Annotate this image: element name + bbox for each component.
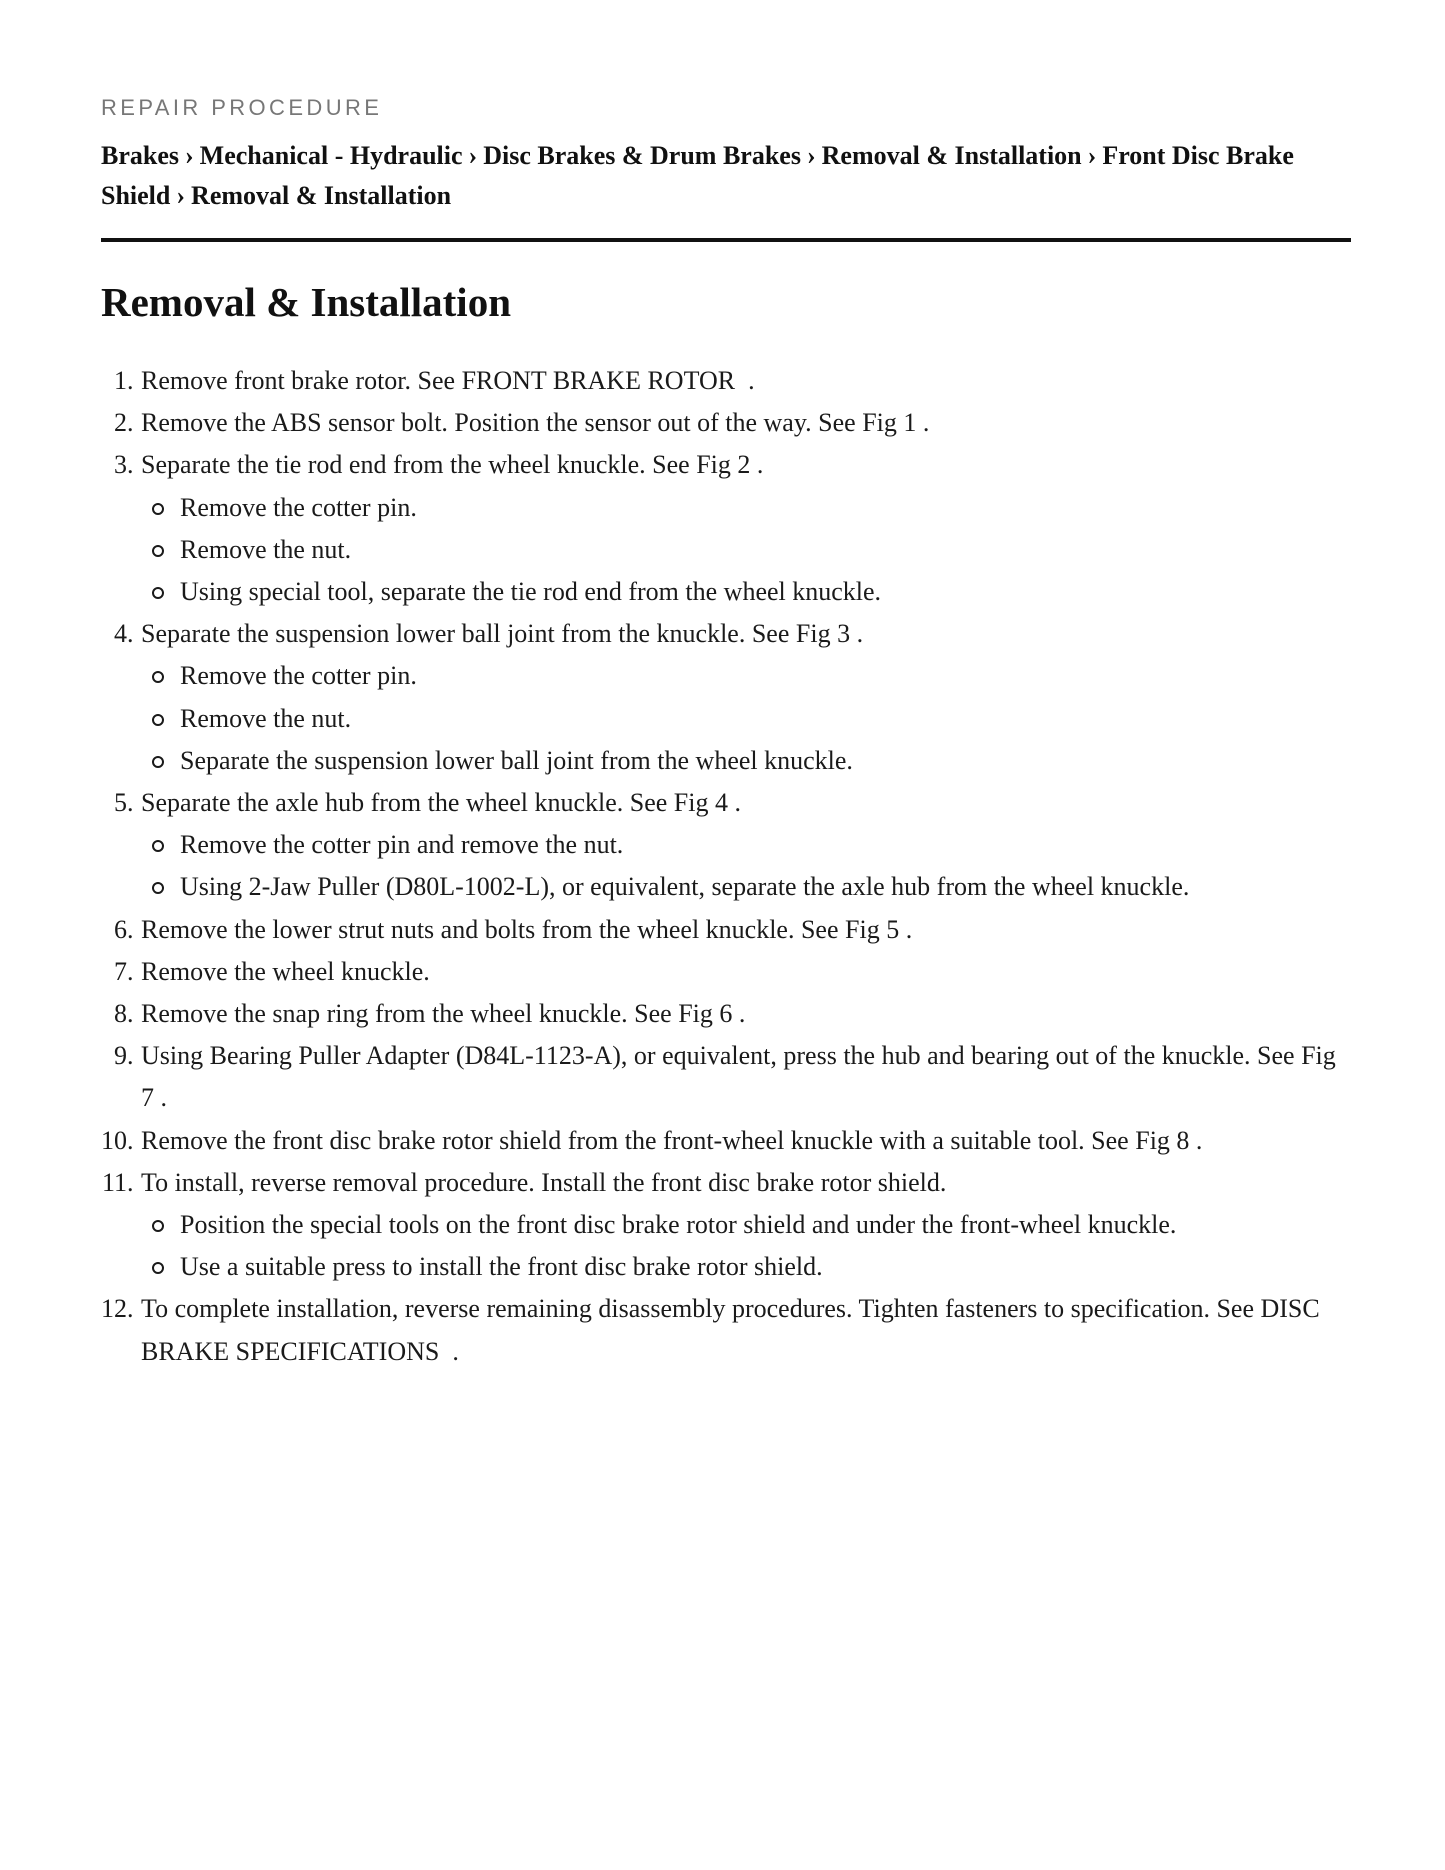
sub-step-text: Remove the cotter pin. [180,492,417,522]
procedure-step [140,1035,1351,1119]
sub-step-list [141,487,1351,614]
section-kicker: REPAIR PROCEDURE [101,95,383,120]
sub-step-text: Position the special tools on the front disc brake rotor shield and under the front-wheel knuckle. [180,1210,1177,1240]
circle-bullet-icon [152,714,164,726]
breadcrumb-separator: › [185,141,194,170]
circle-bullet-icon [152,1262,164,1274]
sub-step [180,571,1351,613]
sub-step [180,866,1351,908]
step-text-tail: . [439,1336,459,1366]
step-text-tail: . [727,788,741,818]
step-reference-link[interactable]: Fig 4 [673,788,728,818]
procedure-step [140,613,1351,782]
procedure-step [140,909,1351,951]
step-text: Separate the tie rod end from the wheel knuckle. See [141,450,697,480]
step-reference-link[interactable]: Fig 8 [1135,1125,1190,1155]
step-text: Remove the lower strut nuts and bolts from the wheel knuckle. See [141,914,846,944]
page-title: Removal & Installation [101,279,511,325]
circle-bullet-icon [152,1220,164,1232]
breadcrumb-item[interactable]: Removal & Installation [191,181,452,210]
step-text: Remove the ABS sensor bolt. Position the sensor out of the way. See [141,408,863,438]
breadcrumb-separator: › [468,141,478,170]
step-text: Separate the suspension lower ball joint from the knuckle. See [141,619,796,649]
step-reference-link[interactable]: FRONT BRAKE ROTOR [461,366,736,395]
circle-bullet-icon [152,756,164,768]
step-text-tail: . [850,619,864,649]
sub-step [180,1204,1351,1246]
procedure-step [140,1120,1351,1162]
procedure-step [140,444,1351,613]
header-divider [101,238,1351,242]
sub-step-list [141,824,1351,908]
sub-step-list [141,1204,1351,1288]
step-text-tail: . [916,408,930,438]
sub-step-text: Using special tool, separate the tie rod end from the wheel knuckle. [180,577,882,607]
sub-step-text: Remove the nut. [180,703,352,733]
sub-step [180,655,1351,697]
circle-bullet-icon [152,882,164,894]
sub-step [180,698,1351,740]
sub-step-list [141,655,1351,782]
step-text: To install, reverse removal procedure. Install the front disc brake rotor shield. [141,1167,947,1197]
step-reference-link[interactable]: Fig 2 [696,450,751,480]
sub-step [180,740,1351,782]
procedure-step [140,360,1351,402]
procedure-steps [101,360,1351,1373]
breadcrumb-item[interactable]: Removal & Installation [821,141,1082,170]
procedure-step [140,402,1351,444]
step-text-tail: . [750,450,764,480]
breadcrumb-item[interactable]: Brakes [101,141,179,170]
sub-step-text: Remove the cotter pin and remove the nut. [180,830,624,860]
circle-bullet-icon [152,671,164,683]
circle-bullet-icon [152,503,164,515]
step-text: Remove the wheel knuckle. [141,956,430,986]
sub-step-text: Remove the cotter pin. [180,661,417,691]
step-reference-link[interactable]: Fig 5 [845,914,900,944]
breadcrumb-item[interactable]: Disc Brakes & Drum Brakes [483,141,801,170]
breadcrumb-separator: › [1087,141,1097,170]
step-reference-link[interactable]: Fig 7 [141,1041,1336,1113]
procedure-step [140,1288,1351,1372]
breadcrumb [101,136,1351,216]
step-text-tail: . [154,1083,167,1113]
circle-bullet-icon [152,840,164,852]
step-text: To complete installation, reverse remaining disassembly procedures. Tighten fasteners to specification. See [141,1294,1261,1324]
step-reference-link[interactable]: DISC BRAKE SPECIFICATIONS [141,1294,1320,1366]
step-text-tail: . [732,999,746,1029]
procedure-step [140,1162,1351,1289]
step-text-tail: . [1189,1125,1203,1155]
step-reference-link[interactable]: Fig 6 [678,999,733,1029]
sub-step [180,824,1351,866]
step-reference-link[interactable]: Fig 1 [862,408,917,438]
circle-bullet-icon [152,587,164,599]
breadcrumb-item[interactable]: Mechanical - Hydraulic [199,141,463,170]
sub-step-text: Using 2-Jaw Puller (D80L-1002-L), or equivalent, separate the axle hub from the wheel knuckle. [180,872,1190,902]
procedure-step [140,993,1351,1035]
step-text: Using Bearing Puller Adapter (D84L-1123-A), or equivalent, press the hub and bearing out of the knuckle. See [141,1041,1302,1071]
breadcrumb-item[interactable]: Front Disc Brake Shield [101,141,1294,210]
breadcrumb-separator: › [176,181,186,210]
sub-step-text: Separate the suspension lower ball joint from the wheel knuckle. [180,745,853,775]
sub-step-text: Use a suitable press to install the front disc brake rotor shield. [180,1252,823,1282]
step-text: Separate the axle hub from the wheel knuckle. See [141,788,674,818]
step-text: Remove front brake rotor. See [141,366,462,395]
sub-step [180,487,1351,529]
sub-step [180,1246,1351,1288]
procedure-step [140,782,1351,909]
step-text-tail: . [899,914,913,944]
step-text-tail: . [735,366,755,395]
step-reference-link[interactable]: Fig 3 [795,619,851,649]
step-text: Remove the front disc brake rotor shield from the front-wheel knuckle with a suitable tool. See [141,1125,1136,1155]
procedure-step [140,951,1351,993]
sub-step-text: Remove the nut. [180,534,352,564]
circle-bullet-icon [152,545,164,557]
breadcrumb-separator: › [806,141,816,170]
document-page [101,92,1351,1373]
step-text: Remove the snap ring from the wheel knuckle. See [141,999,679,1029]
sub-step [180,529,1351,571]
